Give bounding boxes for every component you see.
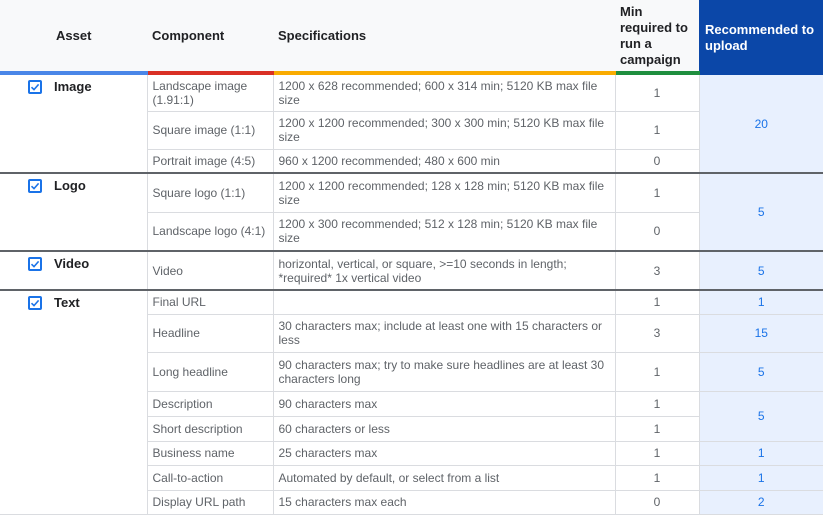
min-cell: 1	[615, 465, 699, 490]
component-cell: Square image (1:1)	[147, 111, 273, 149]
header-asset: Asset	[0, 0, 147, 73]
spec-cell	[273, 290, 615, 314]
header-row	[0, 0, 823, 73]
asset-label: Video	[54, 256, 90, 271]
component-cell: Landscape image (1.91:1)	[147, 73, 273, 111]
spec-cell: 90 characters max	[273, 391, 615, 416]
component-cell: Video	[147, 251, 273, 290]
recommended-cell: 5	[699, 391, 823, 441]
spec-cell: 60 characters or less	[273, 416, 615, 441]
asset-cell-image	[0, 73, 147, 173]
asset-label: Logo	[54, 178, 86, 193]
spec-cell: Automated by default, or select from a list	[273, 465, 615, 490]
asset-cell-video	[0, 251, 147, 290]
min-cell: 0	[615, 212, 699, 251]
recommended-cell: 2	[699, 490, 823, 514]
spec-cell: 90 characters max; try to make sure headlines are at least 30 characters long	[273, 352, 615, 391]
min-cell: 1	[615, 391, 699, 416]
component-cell: Long headline	[147, 352, 273, 391]
header-min-required: Min required to run a campaign	[615, 0, 699, 73]
recommended-cell: 5	[699, 352, 823, 391]
header-component: Component	[147, 0, 273, 73]
spec-cell: 1200 x 628 recommended; 600 x 314 min; 5120 KB max file size	[273, 73, 615, 111]
header-recommended: Recommended to upload	[699, 0, 823, 73]
asset-cell-logo	[0, 173, 147, 251]
min-cell: 1	[615, 352, 699, 391]
table-row	[0, 73, 823, 111]
spec-cell: 15 characters max each	[273, 490, 615, 514]
table-row	[0, 173, 823, 212]
component-cell: Call-to-action	[147, 465, 273, 490]
min-cell: 3	[615, 314, 699, 352]
min-cell: 1	[615, 73, 699, 111]
table-row	[0, 290, 823, 314]
recommended-cell: 20	[699, 73, 823, 173]
checkbox-checked-icon[interactable]	[28, 80, 42, 94]
asset-cell-text	[0, 290, 147, 514]
min-cell: 3	[615, 251, 699, 290]
component-cell: Display URL path	[147, 490, 273, 514]
recommended-cell: 5	[699, 173, 823, 251]
min-cell: 1	[615, 290, 699, 314]
table-row	[0, 251, 823, 290]
asset-label: Image	[54, 79, 92, 94]
spec-cell: 1200 x 1200 recommended; 300 x 300 min; 5120 KB max file size	[273, 111, 615, 149]
component-cell: Business name	[147, 441, 273, 465]
checkbox-checked-icon[interactable]	[28, 179, 42, 193]
spec-cell: 1200 x 300 recommended; 512 x 128 min; 5120 KB max file size	[273, 212, 615, 251]
component-cell: Headline	[147, 314, 273, 352]
component-cell: Description	[147, 391, 273, 416]
recommended-cell: 1	[699, 441, 823, 465]
component-cell: Portrait image (4:5)	[147, 149, 273, 173]
min-cell: 0	[615, 149, 699, 173]
recommended-cell: 15	[699, 314, 823, 352]
spec-cell: 25 characters max	[273, 441, 615, 465]
header-specifications: Specifications	[273, 0, 615, 73]
checkbox-checked-icon[interactable]	[28, 257, 42, 271]
recommended-cell: 1	[699, 465, 823, 490]
component-cell: Landscape logo (4:1)	[147, 212, 273, 251]
checkbox-checked-icon[interactable]	[28, 296, 42, 310]
min-cell: 1	[615, 441, 699, 465]
spec-cell: 960 x 1200 recommended; 480 x 600 min	[273, 149, 615, 173]
min-cell: 1	[615, 173, 699, 212]
asset-label: Text	[54, 295, 80, 310]
min-cell: 1	[615, 111, 699, 149]
component-cell: Square logo (1:1)	[147, 173, 273, 212]
min-cell: 1	[615, 416, 699, 441]
component-cell: Final URL	[147, 290, 273, 314]
spec-cell: 30 characters max; include at least one with 15 characters or less	[273, 314, 615, 352]
spec-cell: 1200 x 1200 recommended; 128 x 128 min; 5120 KB max file size	[273, 173, 615, 212]
min-cell: 0	[615, 490, 699, 514]
component-cell: Short description	[147, 416, 273, 441]
spec-cell: horizontal, vertical, or square, >=10 seconds in length; *required* 1x vertical video	[273, 251, 615, 290]
recommended-cell: 5	[699, 251, 823, 290]
recommended-cell: 1	[699, 290, 823, 314]
